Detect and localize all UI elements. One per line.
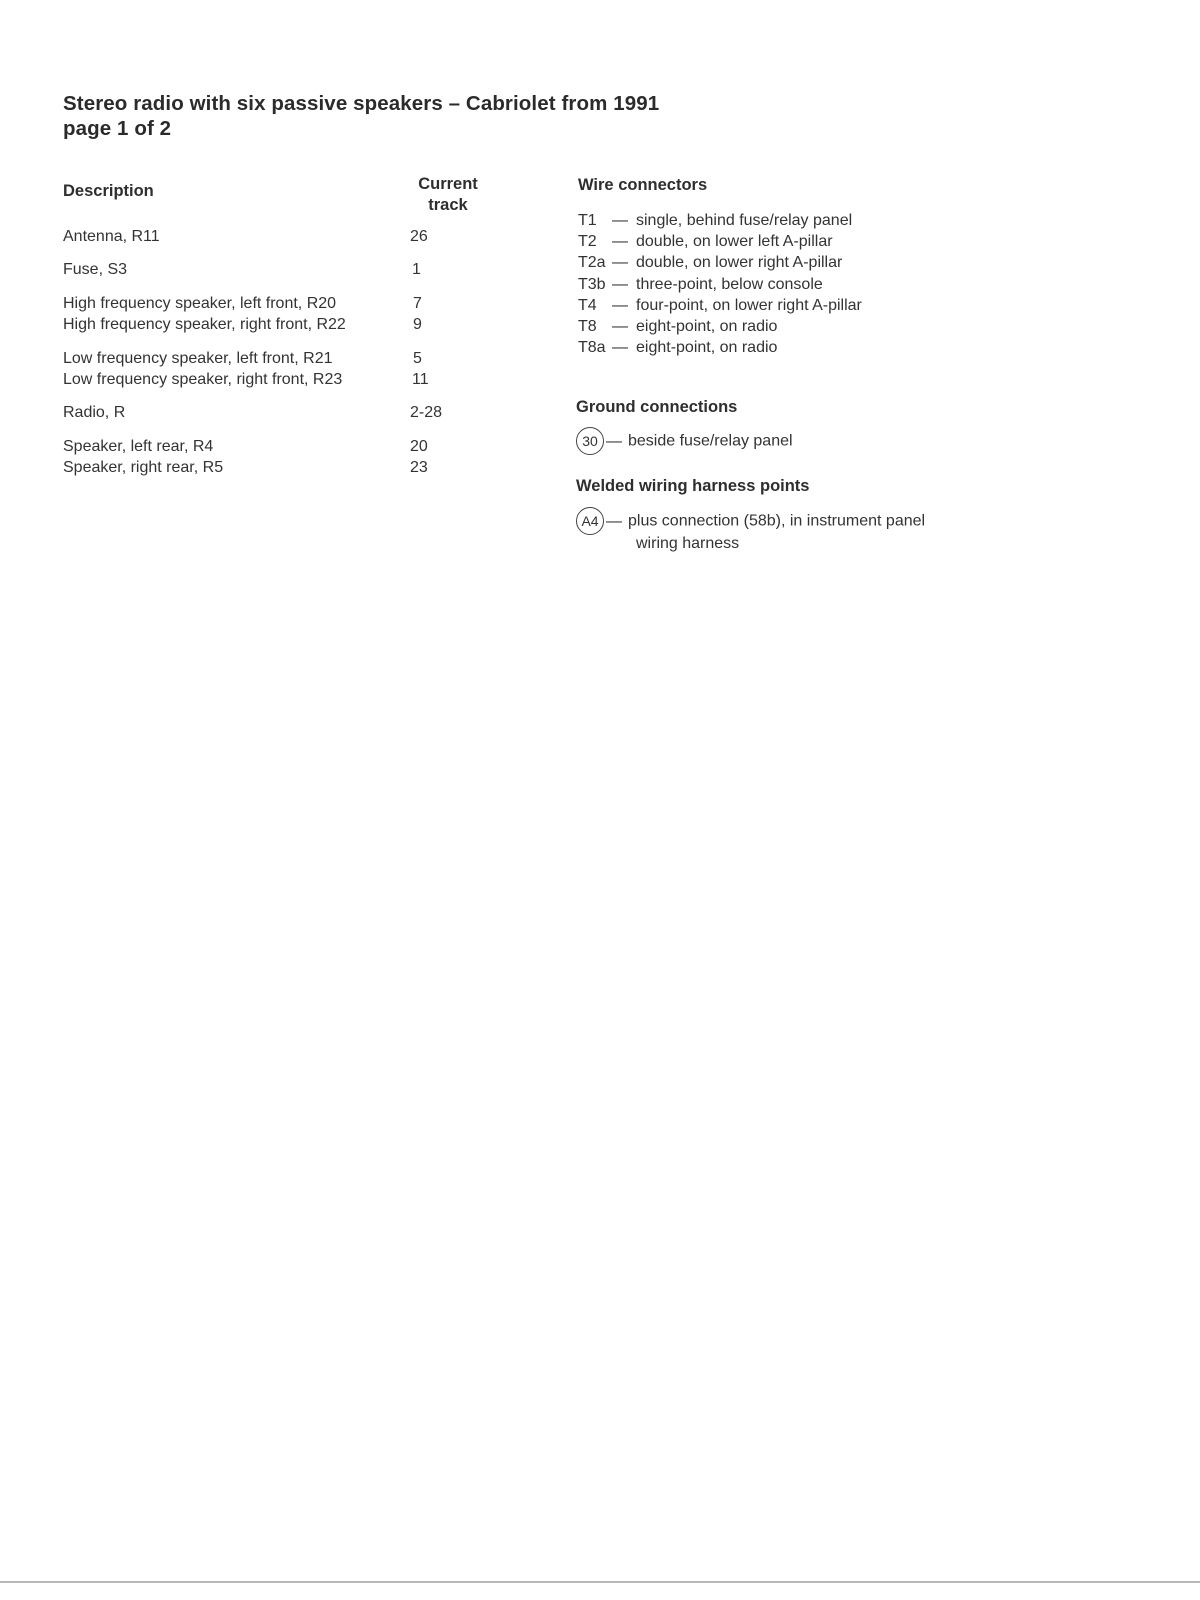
ground-point-description: beside fuse/relay panel	[628, 432, 793, 450]
component-track: 26	[410, 228, 428, 245]
component-row	[63, 293, 483, 314]
component-track: 20	[410, 438, 428, 455]
connector-code: T2a	[578, 254, 606, 271]
component-track: 9	[413, 316, 422, 333]
component-track: 7	[413, 295, 422, 312]
component-description: Low frequency speaker, left front, R21	[63, 350, 333, 367]
ground-point-circle: 30	[576, 427, 604, 455]
wire-connectors-heading: Wire connectors	[578, 176, 708, 194]
connector-code: T3b	[578, 276, 606, 293]
connector-code: T8a	[578, 339, 606, 356]
ground-connections-heading: Ground connections	[576, 398, 738, 416]
component-row	[63, 226, 483, 247]
connector-description: eight-point, on radio	[636, 318, 778, 335]
dash-separator: —	[606, 432, 622, 450]
welded-point-circle: A4	[576, 507, 604, 535]
wire-connector-item	[578, 337, 777, 358]
wire-connector-item	[578, 295, 862, 316]
connector-code: T2	[578, 233, 597, 250]
dash-separator: —	[612, 339, 628, 356]
component-row	[63, 259, 483, 280]
bottom-divider	[0, 1581, 1200, 1583]
component-row	[63, 348, 483, 369]
track-header-line-1: Current	[418, 175, 478, 193]
component-description: Fuse, S3	[63, 261, 128, 278]
component-row	[63, 457, 483, 478]
document-title	[63, 91, 659, 141]
dash-separator: —	[612, 212, 628, 229]
welded-point-description: plus connection (58b), in instrument panel	[628, 512, 926, 530]
dash-separator: —	[606, 512, 622, 530]
component-track: 23	[410, 459, 428, 476]
component-track: 5	[413, 350, 422, 367]
dash-separator: —	[612, 233, 628, 250]
component-description: High frequency speaker, left front, R20	[63, 295, 337, 312]
title-line-1: Stereo radio with six passive speakers – Cabriolet from 1991	[63, 92, 660, 115]
component-track: 2-28	[410, 404, 443, 421]
current-track-column-header	[414, 174, 482, 216]
component-row	[63, 402, 483, 423]
component-description: Speaker, right rear, R5	[63, 459, 224, 476]
connector-code: T1	[578, 212, 597, 229]
component-description: Antenna, R11	[63, 228, 160, 245]
component-description: Low frequency speaker, right front, R23	[63, 371, 343, 388]
connector-description: four-point, on lower right A-pillar	[636, 297, 862, 314]
welded-point-description-continued: wiring harness	[636, 535, 740, 552]
component-track: 1	[412, 261, 421, 278]
connector-description: single, behind fuse/relay panel	[636, 212, 853, 229]
connector-description: three-point, below console	[636, 276, 823, 293]
connector-code: T8	[578, 318, 597, 335]
component-row	[63, 369, 483, 390]
welded-point-item	[576, 507, 925, 535]
dash-separator: —	[612, 254, 628, 271]
component-row	[63, 436, 483, 457]
dash-separator: —	[612, 318, 628, 335]
dash-separator: —	[612, 297, 628, 314]
wire-connector-item	[578, 252, 842, 273]
welded-points-heading: Welded wiring harness points	[576, 477, 810, 495]
ground-connection-item	[576, 427, 793, 455]
component-description: High frequency speaker, right front, R22	[63, 316, 346, 333]
wire-connector-item	[578, 316, 777, 337]
connector-code: T4	[578, 297, 597, 314]
description-column-header: Description	[63, 182, 154, 200]
wire-connector-item	[578, 274, 823, 295]
wire-connector-item	[578, 231, 833, 252]
wire-connector-item	[578, 210, 852, 231]
connector-description: eight-point, on radio	[636, 339, 778, 356]
component-track: 11	[412, 371, 429, 388]
title-line-2: page 1 of 2	[63, 117, 172, 140]
component-description: Speaker, left rear, R4	[63, 438, 214, 455]
component-description: Radio, R	[63, 404, 126, 421]
component-row	[63, 314, 483, 335]
connector-description: double, on lower right A-pillar	[636, 254, 843, 271]
connector-description: double, on lower left A-pillar	[636, 233, 833, 250]
track-header-line-2: track	[428, 196, 468, 214]
dash-separator: —	[612, 276, 628, 293]
